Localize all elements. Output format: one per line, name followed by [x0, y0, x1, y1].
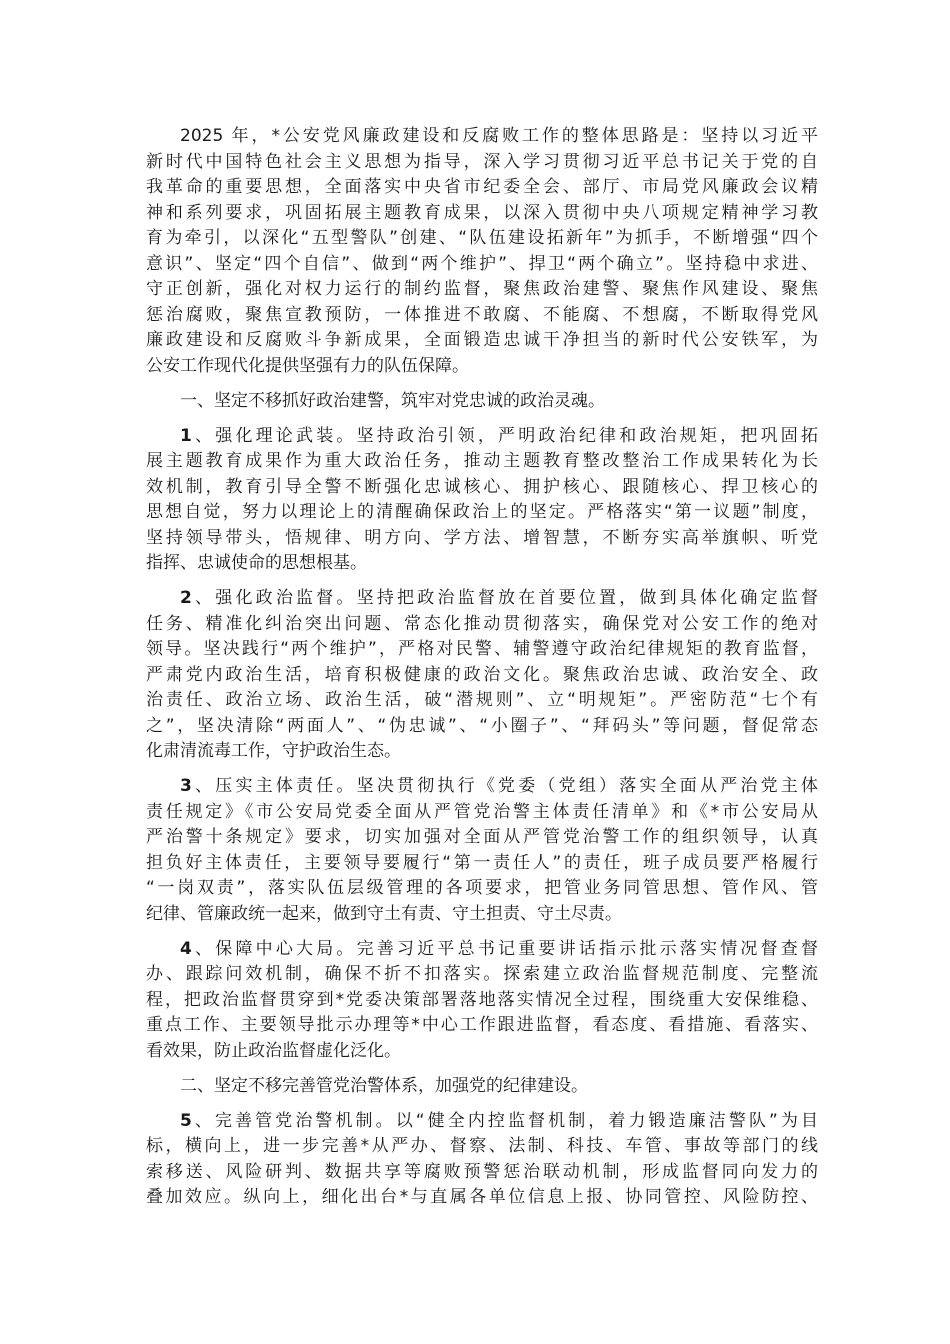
text-line: 二、坚定不移完善管党治警体系，加强党的纪律建设。: [180, 1075, 588, 1096]
item-text: 、保障中心大局。完善习近平总书记重要讲话指示批示落实情况督查督: [191, 938, 818, 959]
text-line: 意识”、坚定“四个自信”、做到“两个维护”、捍卫“两个确立”。坚持稳中求进、: [146, 253, 818, 274]
text-line: 守正创新，强化对权力运行的制约监督，聚焦政治建警、聚焦作风建设、聚焦: [146, 279, 818, 299]
text-line: [146, 424, 818, 450]
text-line: [146, 937, 818, 963]
section-heading: [146, 1074, 818, 1100]
document-body: [146, 124, 818, 1220]
text-line: [146, 774, 818, 800]
text-line: 惩治腐败，聚焦宣教预防，一体推进不敢腐、不能腐、不想腐，不断取得党风: [146, 304, 818, 325]
text-line: 2025 年，*公安党风廉政建设和反腐败工作的整体思路是：坚持以习近平: [180, 126, 818, 146]
text-line: “一岗双责”，落实队伍层级管理的各项要求，把管业务同管思想、管作风、管: [146, 878, 818, 898]
item-number: 5: [180, 1110, 192, 1131]
text-line: 索移送、风险研判、数据共享等腐败预警惩治联动机制，形成监督同向发力的: [146, 1161, 818, 1182]
text-line: 看效果，防止政治监督虚化泛化。: [146, 1040, 401, 1061]
item-text: 、压实主体责任。坚决贯彻执行《党委（党组）落实全面从严治党主体: [191, 776, 818, 796]
text-line: 效机制，教育引导全警不断强化忠诚核心、拥护核心、跟随核心、捍卫核心的: [146, 476, 818, 497]
item-number: 3: [180, 776, 192, 796]
text-line: 领导。坚决践行“两个维护”，严格对民警、辅警遵守政治纪律规矩的教育监督，: [146, 639, 818, 659]
text-line: 担负好主体责任，主要领导要履行“第一责任人”的责任，班子成员要严格履行: [146, 852, 818, 873]
text-line: [146, 586, 818, 612]
text-line: 标，横向上，进一步完善*从严办、督察、法制、科技、车管、事故等部门的线: [146, 1136, 818, 1156]
item-number: 2: [180, 588, 192, 608]
item-number: 4: [180, 938, 192, 959]
item-text: 、强化理论武装。坚持政治引领，严明政治纪律和政治规矩，把巩固拓: [191, 425, 818, 446]
text-line: 指挥、忠诚使命的思想根基。: [146, 553, 367, 573]
numbered-paragraph: [146, 1109, 818, 1211]
text-line: 坚持领导带头，悟规律、明方向、学方法、增智慧，不断夯实高举旗帜、听党: [146, 527, 818, 548]
text-line: 严治警十条规定》要求，切实加强对全面从严管党治警工作的组织领导，认真: [146, 827, 818, 847]
text-line: 叠加效应。纵向上，细化出台*与直属各单位信息上报、协同管控、风险防控、: [146, 1187, 818, 1207]
text-line: 化肃清流毒工作，守护政治生态。: [146, 741, 401, 761]
numbered-paragraph: [146, 586, 818, 765]
numbered-paragraph: [146, 937, 818, 1065]
text-line: 治责任、政治立场、政治生活，破“潜规则”、立“明规矩”。严密防范“七个有: [146, 690, 818, 710]
text-line: 任务、精准化纠治突出问题、常态化推动贯彻落实，确保党对公安工作的绝对: [146, 613, 818, 634]
text-line: 一、坚定不移抓好政治建警，筑牢对党忠诚的政治灵魂。: [180, 390, 605, 411]
text-line: 办、跟踪问效机制，确保不折不扣落实。探索建立政治监督规范制度、完整流: [146, 964, 818, 984]
text-line: 育为牵引，以深化“五型警队”创建、“队伍建设拓新年”为抓手，不断增强“四个: [146, 228, 818, 248]
text-line: 之”，坚决清除“两面人”、“伪忠诚”、“小圈子”、“拜码头”等问题，督促常态: [146, 715, 818, 736]
text-line: 公安工作现代化提供坚强有力的队伍保障。: [146, 355, 469, 376]
text-line: 程，把政治监督贯穿到*党委决策部署落地落实情况全过程，围绕重大安保维稳、: [146, 989, 818, 1010]
text-line: 展主题教育成果作为重大政治任务，推动主题教育整改整治工作成果转化为长: [146, 451, 818, 471]
text-line: 廉政建设和反腐败斗争新成果，全面锻造忠诚干净担当的新时代公安铁军，为: [146, 330, 818, 350]
text-line: 严肃党内政治生活，培育积极健康的政治文化。聚焦政治忠诚、政治安全、政: [146, 664, 818, 685]
text-line: 神和系列要求，巩固拓展主题教育成果，以深入贯彻中央八项规定精神学习教: [146, 202, 818, 223]
body-paragraph: [146, 124, 818, 379]
numbered-paragraph: [146, 774, 818, 927]
text-line: 我革命的重要思想，全面落实中央省市纪委全会、部厅、市局党风廉政会议精: [146, 177, 818, 197]
text-line: 重点工作、主要领导批示办理等*中心工作跟进监督，看态度、看措施、看落实、: [146, 1015, 818, 1035]
text-line: 思想自觉，努力以理论上的清醒确保政治上的坚定。严格落实“第一议题”制度，: [146, 502, 818, 522]
text-line: 责任规定》《市公安局党委全面从严管党治警主体责任清单》和《*市公安局从: [146, 801, 818, 822]
item-number: 1: [180, 425, 192, 446]
item-text: 、强化政治监督。坚持把政治监督放在首要位置，做到具体化确定监督: [191, 588, 818, 608]
text-line: 纪律、管廉政统一起来，做到守土有责、守土担责、守土尽责。: [146, 903, 622, 924]
text-line: 新时代中国特色社会主义思想为指导，深入学习贯彻习近平总书记关于党的自: [146, 151, 818, 172]
section-heading: [146, 389, 818, 415]
text-line: [146, 1109, 818, 1135]
numbered-paragraph: [146, 424, 818, 577]
item-text: 、完善管党治警机制。以“健全内控监督机制，着力锻造廉洁警队”为目: [191, 1110, 818, 1131]
